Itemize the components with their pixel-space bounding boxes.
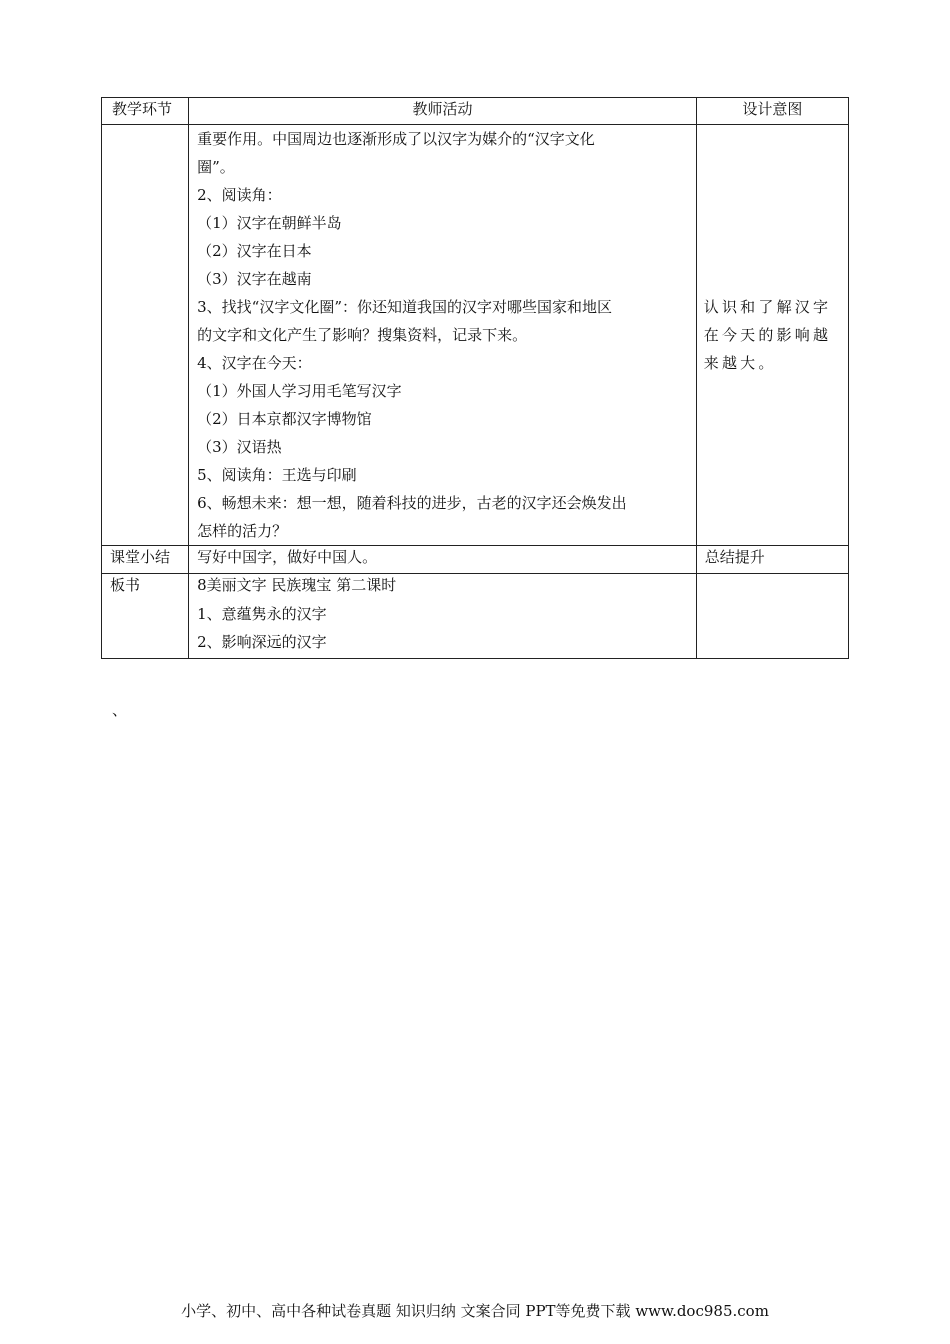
board-line: 8美丽文字 民族瑰宝 第二课时 [197,576,397,594]
table-row-board [102,574,849,659]
activity-line: 怎样的活力？ [197,522,288,540]
activity-line: 2、阅读角： [197,186,282,204]
table-header-row [102,98,849,125]
activity-line: 6、畅想未来：想一想，随着科技的进步，古老的汉字还会焕发出 [197,494,627,512]
summary-activity-text: 写好中国字，做好中国人。 [197,548,378,566]
header-teacher-activity: 教师活动 [189,98,697,125]
intent-line: 认识和了解汉字 [703,298,832,316]
board-stage-label: 板书 [110,576,141,594]
board-line: 1、意蕴隽永的汉字 [197,605,327,623]
activity-line: （3）汉语热 [197,438,282,456]
activity-line: 3、找找“汉字文化圈”：你还知道我国的汉字对哪些国家和地区 [197,298,612,316]
summary-intent-cell [696,546,848,574]
page-footer: 小学、初中、高中各种试卷真题 知识归纳 文案合同 PPT等免费下载 www.doc985.com [181,1302,769,1320]
activity-line: 圈”。 [197,158,235,176]
activity-line: （1）外国人学习用毛笔写汉字 [197,382,402,400]
stray-punctuation-mark: 、 [112,701,128,719]
main-intent-cell [696,125,848,546]
header-design-intent: 设计意图 [696,98,848,125]
activity-line: 重要作用。中国周边也逐渐形成了以汉字为媒介的“汉字文化 [197,130,595,148]
intent-line: 来越大。 [703,354,777,372]
activity-line: 5、阅读角：王选与印刷 [197,466,357,484]
header-stage: 教学环节 [102,98,189,125]
activity-line: （2）汉字在日本 [197,242,312,260]
table-row-main [102,125,849,546]
main-activity-cell [189,125,697,546]
main-stage-cell [102,125,189,546]
summary-activity-cell [189,546,697,574]
activity-line: （2）日本京都汉字博物馆 [197,410,372,428]
intent-line: 在今天的影响越 [703,326,832,344]
activity-line: （3）汉字在越南 [197,270,312,288]
summary-stage-cell [102,546,189,574]
board-activity-cell [189,574,697,659]
board-line: 2、影响深远的汉字 [197,633,327,651]
activity-line: 的文字和文化产生了影响？搜集资料，记录下来。 [197,326,528,344]
board-stage-cell [102,574,189,659]
summary-intent-text: 总结提升 [704,548,765,566]
board-intent-cell [696,574,848,659]
activity-line: （1）汉字在朝鲜半岛 [197,214,342,232]
activity-line: 4、汉字在今天： [197,354,312,372]
table-row-summary [102,546,849,574]
summary-stage-label: 课堂小结 [110,548,171,566]
lesson-plan-table [101,97,849,659]
